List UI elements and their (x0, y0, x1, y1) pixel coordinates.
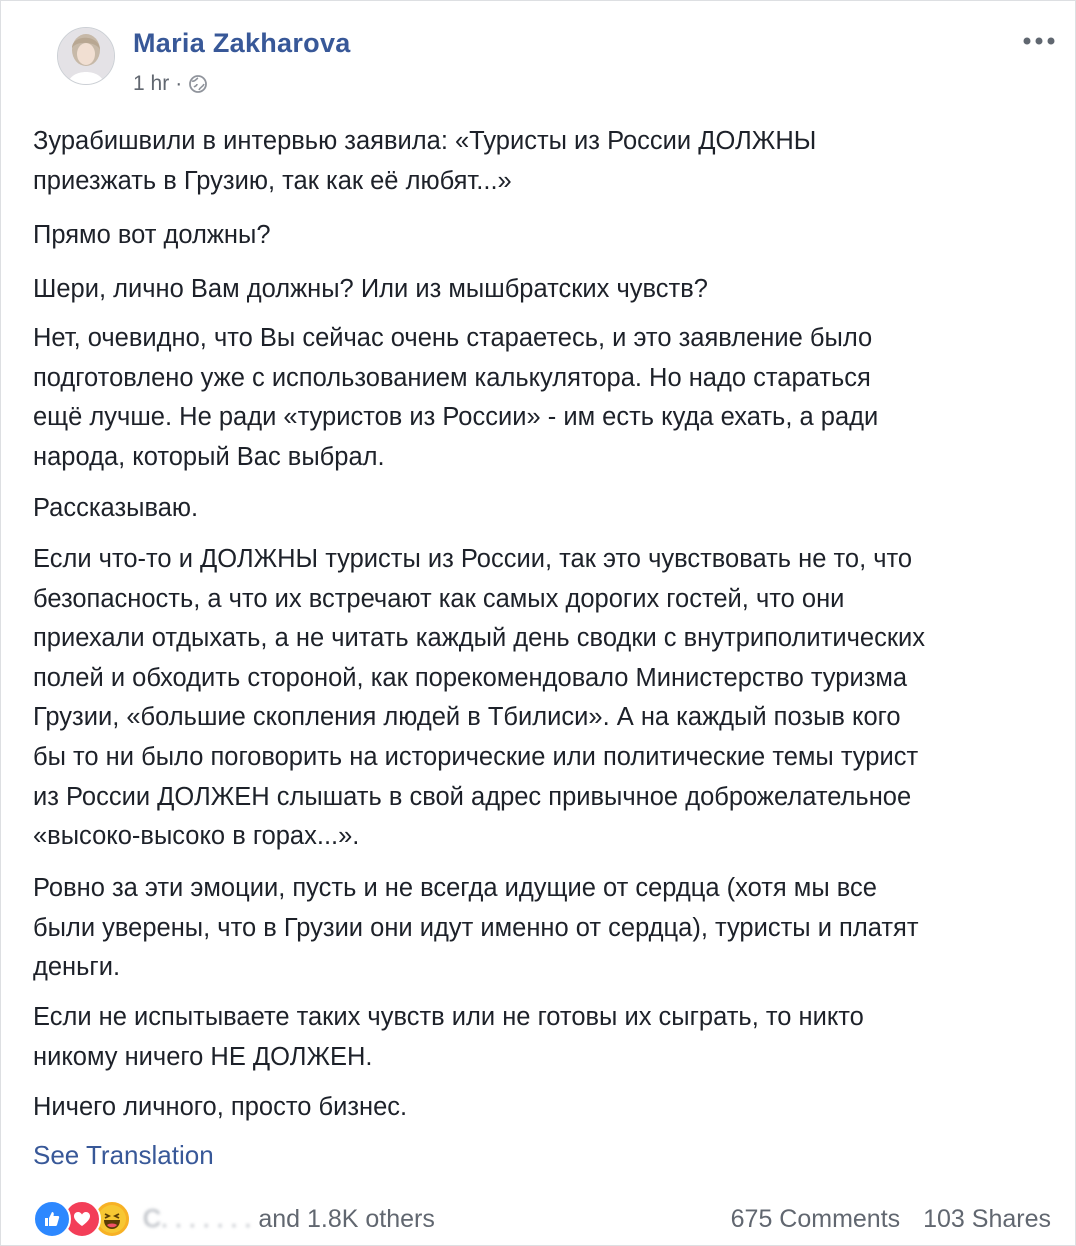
post-paragraph: Ровно за эти эмоции, пусть и не всегда идущие от сердца (хотя мы все были уверены, что в Грузии они идут именно от сердца), туристы и платят деньги. (33, 874, 919, 982)
more-options-icon[interactable] (1019, 31, 1059, 51)
engagement-counts (715, 1205, 1051, 1234)
post-paragraph: Нет, очевидно, что Вы сейчас очень стараетесь, и это заявление было подготовлено уже с использованием калькулятора. Но надо стараться ещё лучше. Не ради «туристов из России» - им есть куда ехать, а ради народа, который Вас выбрал. (33, 324, 879, 471)
post-paragraph: Зурабишвили в интервью заявила: «Туристы из России ДОЛЖНЫ приезжать в Грузию, так как её любят...» (33, 127, 817, 195)
post-time[interactable]: 1 hr (133, 72, 170, 95)
post-meta (133, 72, 208, 96)
reactors-text[interactable] (143, 1205, 435, 1234)
post-header (59, 25, 1059, 109)
post-paragraph: Ничего личного, просто бизнес. (33, 1093, 408, 1121)
globe-icon[interactable] (188, 74, 208, 94)
avatar-image (58, 28, 114, 84)
author-name[interactable]: Maria Zakharova (133, 28, 351, 58)
meta-separator: · (175, 72, 183, 95)
reactors-names-blurred: С. . . . . . . (143, 1204, 252, 1233)
post-paragraph: Если что-то и ДОЛЖНЫ туристы из России, так это чувствовать не то, что безопасность, а что их встречают как самых дорогих гостей, что они приехали отдыхать, а не читать каждый день сводки с внутриполитических полей и обходить стороной, как порекомендовало Министерство туризма Грузии, «большие скопления людей в Тбилиси». А на каждый позыв кого бы то ни было поговорить на исторические или политические темы турист из России ДОЛЖЕН слышать в свой адрес привычное доброжелательное «высоко-высоко в горах...». (33, 545, 925, 851)
post-paragraph: Если не испытываете таких чувств или не готовы их сыграть, то никто никому ничего НЕ ДОЛЖЕН. (33, 1003, 864, 1071)
post-paragraph: Шери, лично Вам должны? Или из мышбратских чувств? (33, 275, 708, 303)
post-footer (33, 1197, 1051, 1241)
shares-count[interactable]: 103 Shares (923, 1205, 1051, 1233)
like-icon (33, 1200, 71, 1238)
post-paragraph: Рассказываю. (33, 494, 199, 522)
reactors-others: and 1.8K others (258, 1204, 435, 1233)
avatar[interactable] (57, 27, 115, 85)
see-translation-link[interactable]: See Translation (33, 1140, 214, 1170)
comments-count[interactable]: 675 Comments (730, 1205, 901, 1233)
reactions-summary[interactable] (33, 1201, 435, 1237)
post-paragraph: Прямо вот должны? (33, 221, 271, 249)
